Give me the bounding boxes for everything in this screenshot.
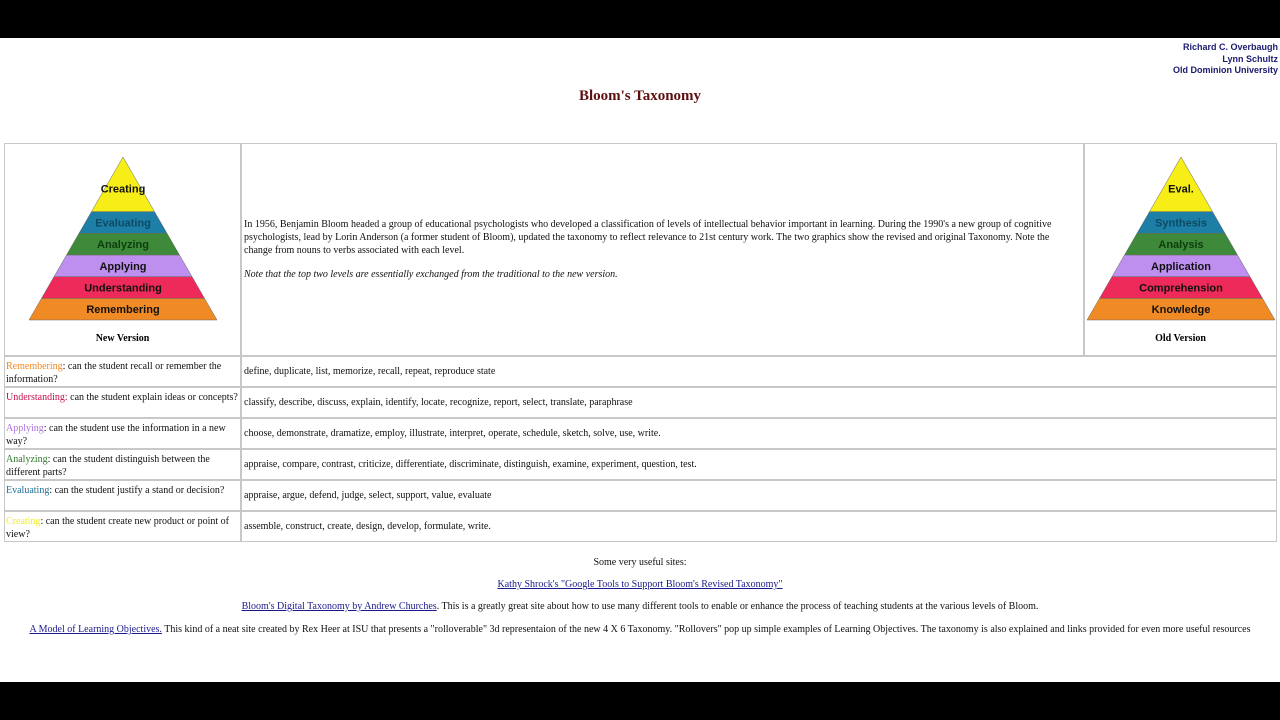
pyramid-level-label: Applying	[99, 260, 147, 273]
old-version-caption: Old Version	[1155, 333, 1206, 344]
level-verbs-cell	[241, 387, 1277, 418]
level-verbs: appraise, compare, contrast, criticize, differentiate, discriminate, distinguish, examine, experiment, question, test.	[244, 459, 697, 470]
level-verbs: appraise, argue, defend, judge, select, support, value, evaluate	[244, 490, 492, 501]
old-version-cell	[1084, 143, 1277, 356]
level-question-cell	[4, 511, 241, 542]
level-verbs-cell	[241, 418, 1277, 449]
author-credits	[1173, 42, 1278, 77]
level-question: : can the student distinguish between the different parts?	[6, 454, 210, 478]
level-verbs: choose, demonstrate, dramatize, employ, illustrate, interpret, operate, schedule, sketch, solve, use, write.	[244, 428, 661, 439]
level-verbs-cell	[241, 449, 1277, 480]
level-question-cell	[4, 356, 241, 387]
level-name: Evaluating	[6, 485, 50, 496]
level-question-cell	[4, 449, 241, 480]
intro-cell	[241, 143, 1084, 356]
new-version-pyramid	[5, 144, 242, 329]
pyramid-level-label: Application	[1151, 260, 1211, 273]
intro-paragraph: In 1956, Benjamin Bloom headed a group of educational psychologists who developed a classification of levels of intellectual behavior important in learning. During the 1990's a new group of cognitive psychologists, lead by Lorin Anderson (a former student of Bloom), updated the taxonomy to reflect relevance to 21st century work. The two graphics show the revised and original Taxonomy. Note the change from nouns to verbs associated with each level.	[244, 219, 1052, 256]
learning-objectives-description: This kind of a neat site created by Rex Heer at ISU that presents a "rolloverable" 3d representaion of the new 4 X 6 Taxonomy. "Rollovers" pop up simple examples of Learning Objectives. The taxonomy is also explained and links provided for even more useful resources	[161, 624, 1251, 635]
pyramid-level-label: Knowledge	[1151, 304, 1211, 317]
pyramid-level-label: Analysis	[1158, 239, 1204, 252]
author-affiliation: Old Dominion University	[1172, 65, 1278, 75]
level-verbs-cell	[241, 356, 1277, 387]
pyramid-level-label: Comprehension	[1139, 282, 1223, 295]
pyramid-level-label: Understanding	[84, 282, 162, 295]
new-version-cell	[4, 143, 241, 356]
pyramid-level-label: Synthesis	[1155, 217, 1207, 230]
author-name: Richard C. Overbaugh	[1182, 42, 1278, 52]
digital-taxonomy-link[interactable]: Bloom's Digital Taxonomy by Andrew Churches	[241, 601, 437, 612]
pyramid-level-label: Analyzing	[97, 239, 149, 252]
level-verbs-cell	[241, 480, 1277, 511]
level-name: Creating	[6, 516, 41, 527]
level-question-cell	[4, 418, 241, 449]
level-verbs: assemble, construct, create, design, develop, formulate, write.	[244, 521, 491, 532]
kathy-shrock-link[interactable]: Kathy Shrock's "Google Tools to Support Bloom's Revised Taxonomy"	[497, 579, 783, 590]
author-name: Lynn Schultz	[1222, 53, 1278, 64]
level-verbs-cell	[241, 511, 1277, 542]
level-verbs: classify, describe, discuss, explain, identify, locate, recognize, report, select, translate, paraphrase	[244, 397, 633, 408]
old-version-pyramid	[1085, 144, 1278, 329]
pyramid-level-label: Eval.	[1168, 183, 1194, 196]
level-question: : can the student justify a stand or decision?	[49, 485, 225, 496]
digital-taxonomy-description: . This is a greatly great site about how to use many different tools to enable or enhance the process of teaching students at the various levels of Bloom.	[436, 601, 1039, 612]
level-question: can the student explain ideas or concepts?	[67, 392, 238, 403]
sites-heading: Some very useful sites:	[593, 557, 687, 568]
level-question: : can the student create new product or point of view?	[6, 516, 229, 540]
level-question-cell	[4, 480, 241, 511]
useful-sites	[0, 557, 1280, 636]
intro-note: Note that the top two levels are essentially exchanged from the traditional to the new version.	[244, 269, 618, 280]
level-question-cell	[4, 387, 241, 418]
level-name: Remembering	[6, 361, 63, 372]
pyramid-level-label: Creating	[100, 183, 146, 196]
learning-objectives-link[interactable]: A Model of Learning Objectives.	[29, 624, 162, 635]
pyramid-level-label: Evaluating	[95, 217, 151, 230]
level-name: Applying	[6, 423, 44, 434]
new-version-caption: New Version	[95, 333, 150, 344]
level-question: : can the student recall or remember the information?	[6, 361, 222, 385]
web-page	[0, 38, 1280, 682]
pyramid-level-label: Remembering	[86, 304, 160, 317]
level-verbs: define, duplicate, list, memorize, recall, repeat, reproduce state	[244, 366, 496, 377]
level-name: Analyzing	[6, 454, 48, 465]
level-name: Understanding:	[6, 392, 68, 403]
page-title: Bloom's Taxonomy	[578, 88, 702, 104]
level-question: : can the student use the information in a new way?	[6, 423, 226, 447]
